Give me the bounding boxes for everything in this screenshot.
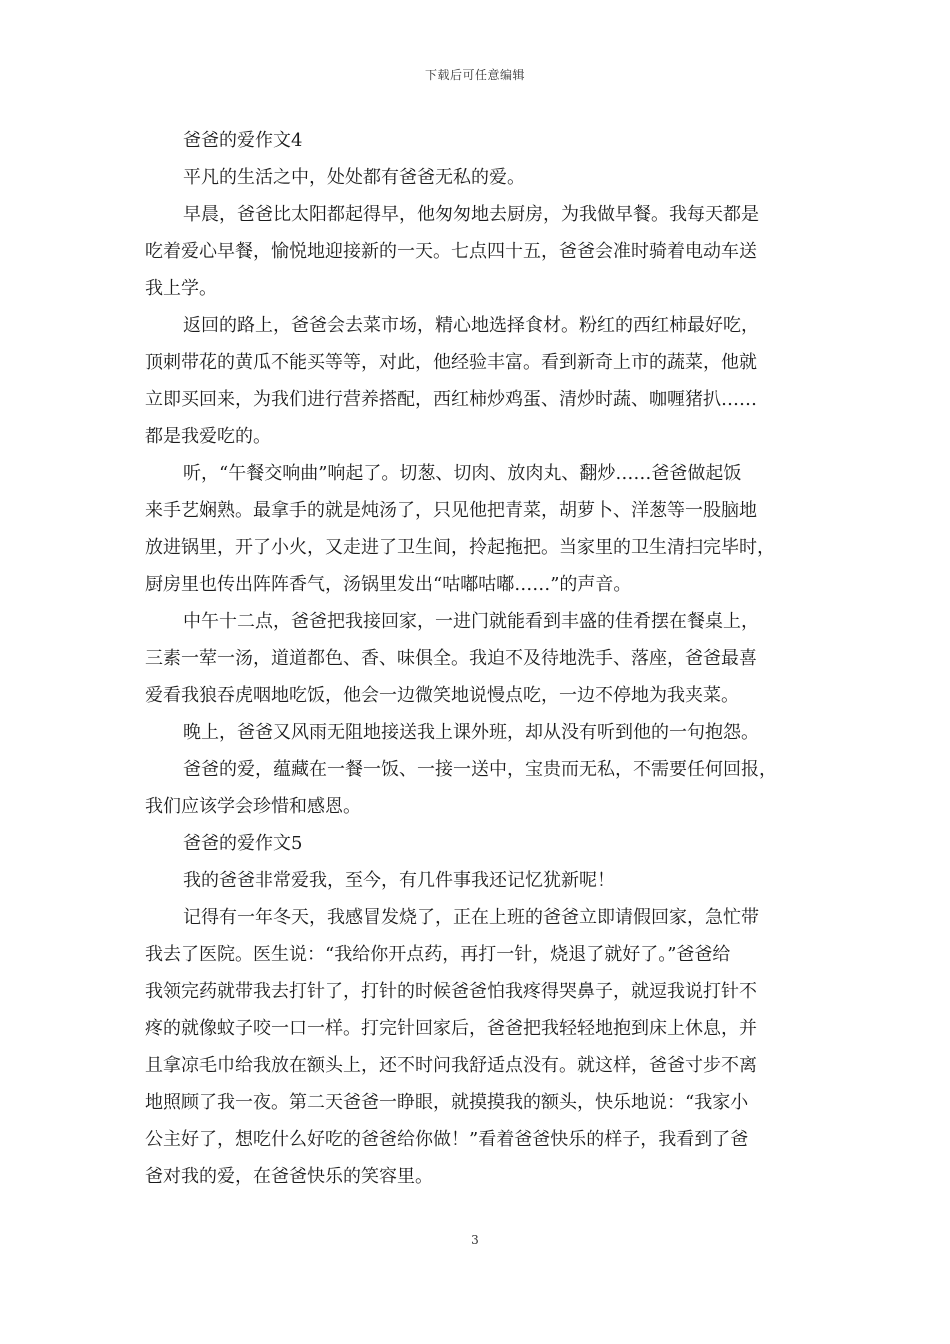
text-line: 我的爸爸非常爱我，至今，有几件事我还记忆犹新呢！ — [183, 870, 615, 891]
text-line: 地照顾了我一夜。第二天爸爸一睁眼，就摸摸我的额头，快乐地说：“我家小 — [145, 1092, 749, 1113]
text-line: 我们应该学会珍惜和感恩。 — [145, 796, 361, 817]
text-line: 吃着爱心早餐，愉悦地迎接新的一天。七点四十五，爸爸会准时骑着电动车送 — [145, 241, 757, 262]
text-line: 我去了医院。医生说：“我给你开点药，再打一针，烧退了就好了。”爸爸给 — [145, 944, 731, 965]
text-line: 返回的路上，爸爸会去菜市场，精心地选择食材。粉红的西红柿最好吃， — [183, 315, 759, 336]
text-line: 爸爸的爱作文5 — [183, 833, 303, 854]
document-body — [145, 122, 810, 1195]
text-line: 三素一荤一汤，道道都色、香、味俱全。我迫不及待地洗手、落座，爸爸最喜 — [145, 648, 757, 669]
text-line: 公主好了，想吃什么好吃的爸爸给你做！”看着爸爸快乐的样子，我看到了爸 — [145, 1129, 749, 1150]
text-line: 来手艺娴熟。最拿手的就是炖汤了，只见他把青菜，胡萝卜、洋葱等一股脑地 — [145, 500, 757, 521]
text-line: 爱看我狼吞虎咽地吃饭，他会一边微笑地说慢点吃，一边不停地为我夹菜。 — [145, 685, 739, 706]
text-line: 疼的就像蚊子咬一口一样。打完针回家后，爸爸把我轻轻地抱到床上休息，并 — [145, 1018, 757, 1039]
text-line: 顶刺带花的黄瓜不能买等等，对此，他经验丰富。看到新奇上市的蔬菜，他就 — [145, 352, 757, 373]
page-header: 下载后可任意编辑 — [424, 68, 525, 82]
text-line: 爸爸的爱作文4 — [183, 130, 303, 151]
page-number: 3 — [471, 1233, 479, 1247]
text-line: 平凡的生活之中，处处都有爸爸无私的爱。 — [183, 167, 525, 188]
text-line: 记得有一年冬天，我感冒发烧了，正在上班的爸爸立即请假回家，急忙带 — [183, 907, 759, 928]
text-line: 放进锅里，开了小火，又走进了卫生间，拎起拖把。当家里的卫生清扫完毕时， — [145, 537, 775, 558]
text-line: 中午十二点，爸爸把我接回家，一进门就能看到丰盛的佳肴摆在餐桌上， — [183, 611, 759, 632]
text-line: 听，“午餐交响曲”响起了。切葱、切肉、放肉丸、翻炒……爸爸做起饭 — [183, 463, 742, 484]
text-line: 爸爸的爱，蕴藏在一餐一饭、一接一送中，宝贵而无私，不需要任何回报， — [183, 759, 777, 780]
text-line: 我领完药就带我去打针了，打针的时候爸爸怕我疼得哭鼻子，就逗我说打针不 — [145, 981, 757, 1002]
text-line: 爸对我的爱，在爸爸快乐的笑容里。 — [145, 1166, 433, 1187]
text-line: 晚上，爸爸又风雨无阻地接送我上课外班，却从没有听到他的一句抱怨。 — [183, 722, 759, 743]
text-line: 立即买回来，为我们进行营养搭配，西红柿炒鸡蛋、清炒时蔬、咖喱猪扒…… — [145, 389, 757, 410]
text-line: 且拿凉毛巾给我放在额头上，还不时问我舒适点没有。就这样，爸爸寸步不离 — [145, 1055, 757, 1076]
text-line: 我上学。 — [145, 278, 217, 299]
text-line: 早晨，爸爸比太阳都起得早，他匆匆地去厨房，为我做早餐。我每天都是 — [183, 204, 759, 225]
text-line: 都是我爱吃的。 — [145, 426, 271, 447]
text-line: 厨房里也传出阵阵香气，汤锅里发出“咕嘟咕嘟……”的声音。 — [145, 574, 632, 595]
